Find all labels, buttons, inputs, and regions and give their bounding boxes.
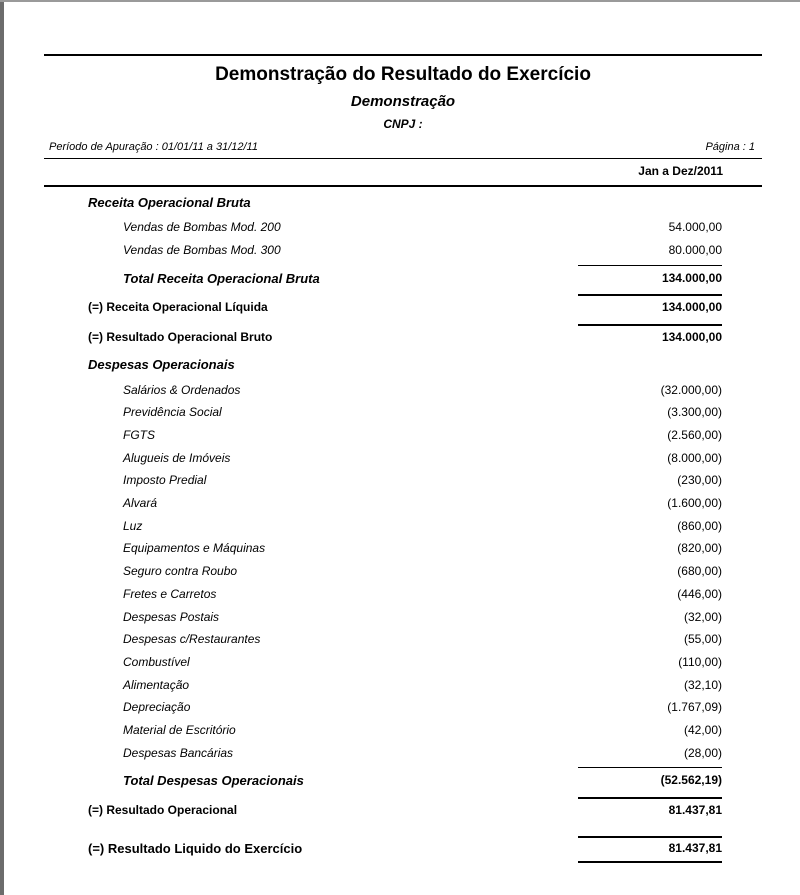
result-row [0,803,800,821]
total-receita-label: Total Receita Operacional Bruta [123,271,320,286]
item-value: (110,00) [678,655,722,669]
item-label: Alimentação [123,678,190,692]
header-mid-rule [44,158,762,159]
total-row [0,271,800,289]
table-row [0,587,800,605]
item-value: 80.000,00 [668,243,722,257]
item-value: (680,00) [677,564,722,578]
total-row [0,773,800,791]
item-label: Vendas de Bombas Mod. 200 [123,220,281,234]
item-value: (32,10) [683,678,722,692]
resultado-operacional-label: (=) Resultado Operacional [88,803,238,817]
table-row [0,451,800,469]
section-despesas-label: Despesas Operacionais [88,357,235,372]
item-label: Alvará [123,496,158,510]
item-value: (28,00) [683,746,722,760]
item-label: Equipamentos e Máquinas [123,541,266,555]
item-label: Depreciação [123,700,191,714]
section-row [0,195,800,213]
report-subtitle: Demonstração [350,93,456,110]
item-value: (1.767,09) [667,700,722,714]
table-row [0,496,800,514]
item-label: FGTS [123,428,155,442]
section-row [0,357,800,375]
total-rule [578,797,722,799]
item-label: Salários & Ordenados [123,383,241,397]
item-label: Material de Escritório [123,723,236,737]
item-label: Fretes e Carretos [123,587,217,601]
result-row [0,300,800,318]
item-label: Despesas c/Restaurantes [123,632,261,646]
table-row [0,610,800,628]
result-row [0,330,800,348]
item-label: Imposto Predial [123,473,207,487]
item-label: Combustível [123,655,190,669]
column-header: Jan a Dez/2011 [638,164,723,178]
period-label: Período de Apuração : 01/01/11 a 31/12/11 [49,141,258,153]
header-top-rule [44,54,762,56]
window-top-border [0,0,800,2]
table-row [0,519,800,537]
header-bottom-rule [44,185,762,187]
resultado-bruto-value: 134.000,00 [661,330,722,344]
section-receita-label: Receita Operacional Bruta [88,195,251,210]
item-value: (32.000,00) [660,383,722,397]
final-rule [578,861,722,863]
item-value: (42,00) [683,723,722,737]
final-row [0,841,800,859]
table-row [0,632,800,650]
item-label: Seguro contra Roubo [123,564,238,578]
subtotal-rule [578,265,722,266]
table-row [0,405,800,423]
resultado-bruto-label: (=) Resultado Operacional Bruto [88,330,273,344]
table-row [0,243,800,261]
resultado-liquido-label: (=) Resultado Liquido do Exercício [88,841,303,856]
item-label: Vendas de Bombas Mod. 300 [123,243,281,257]
item-value: (820,00) [677,541,722,555]
total-despesas-value: (52.562,19) [660,773,722,787]
total-receita-value: 134.000,00 [661,271,722,285]
receita-liquida-value: 134.000,00 [661,300,722,314]
total-rule [578,324,722,326]
table-row [0,564,800,582]
item-label: Luz [123,519,143,533]
item-value: (8.000,00) [667,451,722,465]
resultado-operacional-value: 81.437,81 [668,803,722,817]
item-label: Despesas Bancárias [123,746,234,760]
table-row [0,723,800,741]
item-value: (1.600,00) [667,496,722,510]
item-value: (2.560,00) [667,428,722,442]
table-row [0,655,800,673]
item-label: Alugueis de Imóveis [123,451,231,465]
table-row [0,541,800,559]
subtotal-rule [578,767,722,768]
total-rule [578,294,722,296]
item-value: (446,00) [677,587,722,601]
page-number: Página : 1 [705,141,755,153]
table-row [0,746,800,764]
item-value: (860,00) [677,519,722,533]
item-value: (55,00) [683,632,722,646]
receita-liquida-label: (=) Receita Operacional Líquida [88,300,268,314]
table-row [0,220,800,238]
item-value: (3.300,00) [667,405,722,419]
table-row [0,473,800,491]
table-row [0,678,800,696]
total-rule [578,836,722,838]
report-title: Demonstração do Resultado do Exercício [215,64,591,85]
item-value: (230,00) [677,473,722,487]
item-value: (32,00) [683,610,722,624]
table-row [0,428,800,446]
item-value: 54.000,00 [668,220,722,234]
total-despesas-label: Total Despesas Operacionais [123,773,304,788]
table-row [0,383,800,401]
resultado-liquido-value: 81.437,81 [668,841,722,855]
cnpj-label: CNPJ : [383,117,423,131]
item-label: Previdência Social [123,405,222,419]
item-label: Despesas Postais [123,610,220,624]
table-row [0,700,800,718]
